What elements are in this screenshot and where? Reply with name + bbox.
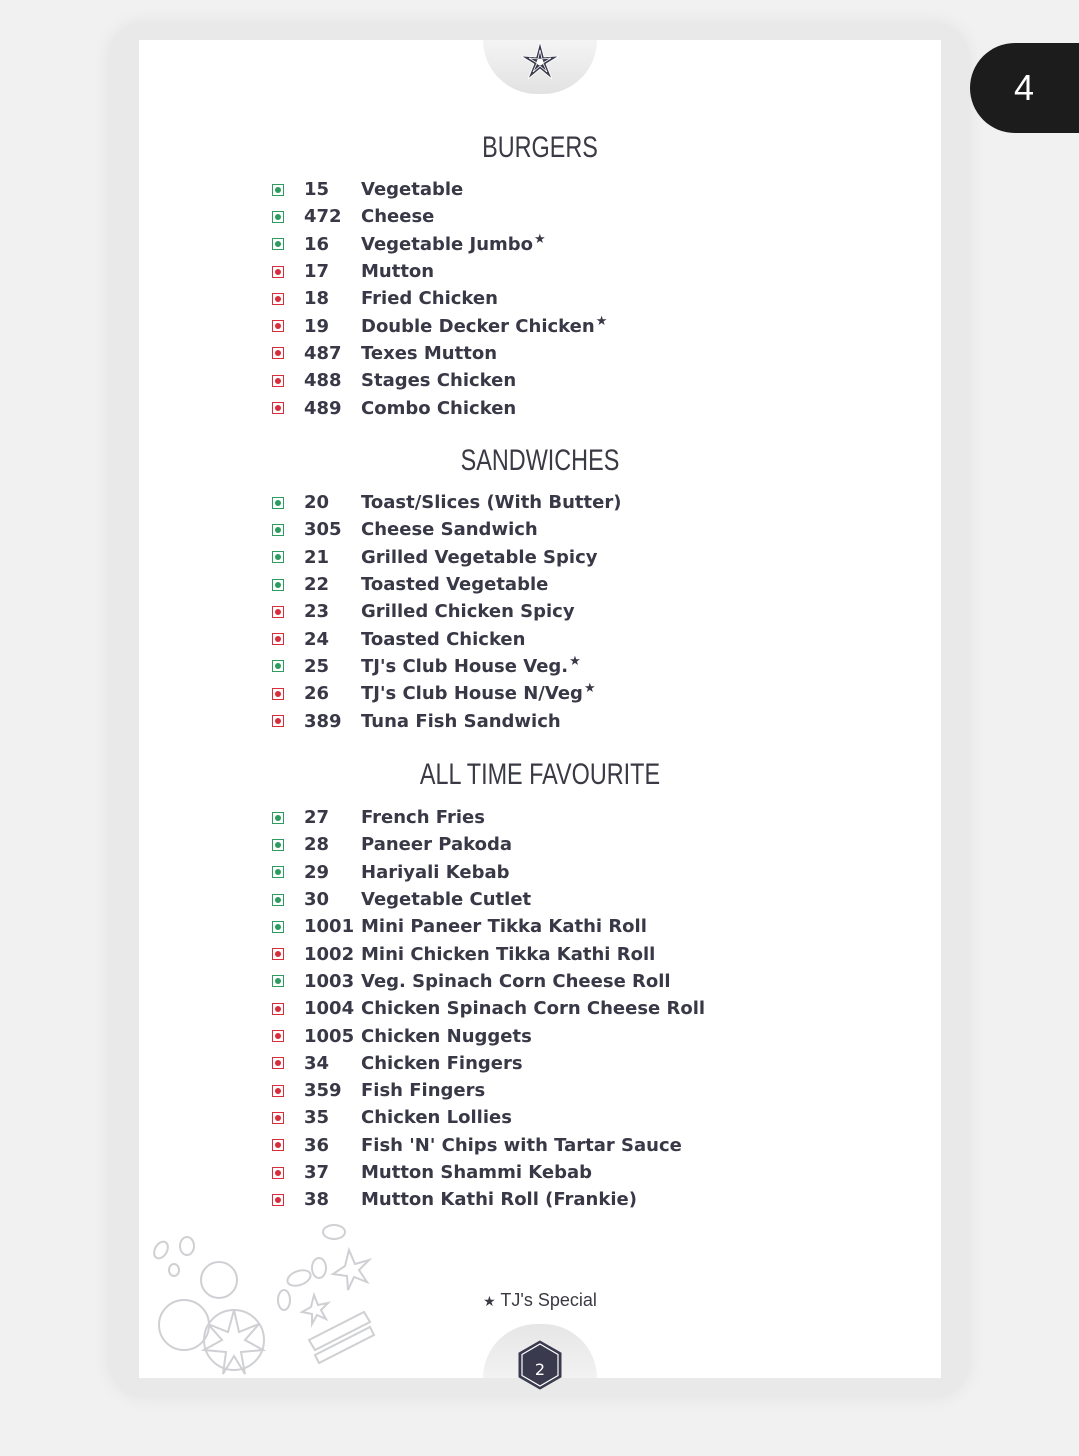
indicator-dot xyxy=(275,500,281,506)
indicator-dot xyxy=(275,978,281,984)
menu-item xyxy=(270,203,607,230)
item-code: 37 xyxy=(304,1162,330,1183)
item-name xyxy=(361,288,498,309)
item-name-text: Mutton xyxy=(361,261,435,283)
nonveg-indicator-icon xyxy=(272,375,284,387)
indicator-dot xyxy=(275,609,281,615)
item-code: 487 xyxy=(304,342,342,364)
item-name xyxy=(361,971,671,992)
item-code: 28 xyxy=(304,834,330,856)
item-name-text: Grilled Vegetable Spicy xyxy=(361,546,598,568)
item-name xyxy=(361,179,463,200)
nonveg-indicator-icon xyxy=(272,1030,284,1042)
item-name xyxy=(361,711,561,732)
nonveg-indicator-icon xyxy=(272,320,284,332)
indicator-dot xyxy=(275,815,281,821)
item-name-text: Fish 'N' Chips with Tartar Sauce xyxy=(361,1134,682,1156)
item-code: 18 xyxy=(304,288,330,310)
nonveg-indicator-icon xyxy=(272,347,284,359)
menu-item xyxy=(270,544,621,571)
item-name-text: Mini Chicken Tikka Kathi Roll xyxy=(361,943,656,965)
item-name-text: Chicken Fingers xyxy=(361,1052,523,1074)
item-name xyxy=(361,261,434,282)
item-name xyxy=(361,998,705,1019)
item-code: 19 xyxy=(304,315,330,337)
item-code: 359 xyxy=(304,1080,342,1102)
nonveg-indicator-icon xyxy=(272,266,284,278)
star-icon: ★ xyxy=(483,1293,496,1309)
item-name-text: Chicken Nuggets xyxy=(361,1025,532,1047)
veg-indicator-icon xyxy=(272,975,284,987)
item-name-text: Hariyali Kebab xyxy=(361,861,510,883)
item-code: 15 xyxy=(304,179,330,201)
menu-item xyxy=(270,1159,705,1186)
menu-item xyxy=(270,831,705,858)
item-name xyxy=(361,683,596,704)
menu-item xyxy=(270,707,621,734)
item-name-text: Veg. Spinach Corn Cheese Roll xyxy=(361,970,671,992)
item-name-text: Toasted Chicken xyxy=(361,628,526,650)
item-code: 21 xyxy=(304,546,330,568)
item-code: 38 xyxy=(304,1189,330,1211)
veg-indicator-icon xyxy=(272,524,284,536)
menu-item xyxy=(270,367,607,394)
menu-item xyxy=(270,489,621,516)
indicator-dot xyxy=(275,718,281,724)
menu-item xyxy=(270,653,621,680)
item-name-text: Vegetable Jumbo xyxy=(361,233,534,255)
item-name-text: Double Decker Chicken xyxy=(361,315,595,337)
item-code: 489 xyxy=(304,397,342,419)
nonveg-indicator-icon xyxy=(272,1194,284,1206)
indicator-dot xyxy=(275,378,281,384)
nonveg-indicator-icon xyxy=(272,1167,284,1179)
item-code: 1001 xyxy=(304,916,355,938)
item-name-text: Toasted Vegetable xyxy=(361,574,549,596)
indicator-dot xyxy=(275,350,281,356)
menu-item xyxy=(270,285,607,312)
item-name xyxy=(361,343,497,364)
nonveg-indicator-icon xyxy=(272,1003,284,1015)
indicator-dot xyxy=(275,1006,281,1012)
nonveg-indicator-icon xyxy=(272,293,284,305)
item-name xyxy=(361,370,516,391)
item-code: 389 xyxy=(304,710,342,732)
item-code: 35 xyxy=(304,1107,330,1129)
nonveg-indicator-icon xyxy=(272,688,284,700)
menu-item xyxy=(270,312,607,339)
veg-indicator-icon xyxy=(272,660,284,672)
nonveg-indicator-icon xyxy=(272,1112,284,1124)
item-name xyxy=(361,574,548,595)
indicator-dot xyxy=(275,1115,281,1121)
menu-item xyxy=(270,1186,705,1213)
item-name-text: Fried Chicken xyxy=(361,288,498,310)
item-name xyxy=(361,916,647,937)
item-name xyxy=(361,653,581,677)
menu-item xyxy=(270,258,607,285)
item-name-text: Vegetable xyxy=(361,179,464,201)
section-title-sandwiches: SANDWICHES xyxy=(460,444,620,477)
item-name-text: Paneer Pakoda xyxy=(361,834,512,856)
item-code: 1004 xyxy=(304,998,355,1020)
item-name xyxy=(361,547,597,568)
special-star-icon: ★ xyxy=(534,231,546,247)
item-code: 1003 xyxy=(304,970,355,992)
indicator-dot xyxy=(275,869,281,875)
menu-list-burgers xyxy=(270,176,607,422)
veg-indicator-icon xyxy=(272,497,284,509)
indicator-dot xyxy=(275,527,281,533)
menu-item xyxy=(270,1077,705,1104)
item-code: 17 xyxy=(304,261,330,283)
item-name xyxy=(361,1026,532,1047)
indicator-dot xyxy=(275,1060,281,1066)
veg-indicator-icon xyxy=(272,839,284,851)
indicator-dot xyxy=(275,897,281,903)
item-code: 29 xyxy=(304,861,330,883)
item-name xyxy=(361,889,531,910)
item-code: 22 xyxy=(304,574,330,596)
menu-item xyxy=(270,680,621,707)
item-name xyxy=(361,807,485,828)
menu-item xyxy=(270,598,621,625)
item-code: 20 xyxy=(304,492,330,514)
item-name-text: Tuna Fish Sandwich xyxy=(361,710,561,732)
item-name-text: Cheese Sandwich xyxy=(361,519,538,541)
item-name-text: French Fries xyxy=(361,807,485,829)
veg-indicator-icon xyxy=(272,894,284,906)
item-name xyxy=(361,492,621,513)
indicator-dot xyxy=(275,691,281,697)
item-name-text: Cheese xyxy=(361,206,435,228)
menu-item xyxy=(270,804,705,831)
item-name xyxy=(361,1135,682,1156)
item-code: 472 xyxy=(304,206,342,228)
menu-item xyxy=(270,394,607,421)
menu-item xyxy=(270,995,705,1022)
item-name xyxy=(361,313,608,337)
veg-indicator-icon xyxy=(272,579,284,591)
menu-item xyxy=(270,1132,705,1159)
section-title-all-time-favourite: ALL TIME FAVOURITE xyxy=(419,758,661,791)
menu-list-sandwiches xyxy=(270,489,621,735)
menu-list-all-time-favourite xyxy=(270,804,705,1213)
indicator-dot xyxy=(275,1033,281,1039)
item-name-text: Mutton Shammi Kebab xyxy=(361,1162,593,1183)
indicator-dot xyxy=(275,842,281,848)
item-name xyxy=(361,629,525,650)
chapter-tab[interactable] xyxy=(970,43,1079,133)
indicator-dot xyxy=(275,187,281,193)
indicator-dot xyxy=(275,582,281,588)
menu-item xyxy=(270,886,705,913)
item-name-text: Vegetable Cutlet xyxy=(361,889,532,911)
indicator-dot xyxy=(275,1142,281,1148)
indicator-dot xyxy=(275,1170,281,1176)
item-code: 23 xyxy=(304,601,330,623)
indicator-dot xyxy=(275,214,281,220)
indicator-dot xyxy=(275,924,281,930)
veg-indicator-icon xyxy=(272,211,284,223)
item-name xyxy=(361,231,546,255)
indicator-dot xyxy=(275,1197,281,1203)
nonveg-indicator-icon xyxy=(272,606,284,618)
veg-indicator-icon xyxy=(272,921,284,933)
nonveg-indicator-icon xyxy=(272,1085,284,1097)
special-star-icon: ★ xyxy=(595,313,608,329)
veg-indicator-icon xyxy=(272,866,284,878)
item-code: 305 xyxy=(304,519,342,541)
veg-indicator-icon xyxy=(272,238,284,250)
nonveg-indicator-icon xyxy=(272,633,284,645)
star-anise-icon xyxy=(518,40,562,84)
item-name xyxy=(361,862,510,883)
special-star-icon: ★ xyxy=(583,681,596,697)
item-code: 34 xyxy=(304,1052,330,1074)
menu-item xyxy=(270,1022,705,1049)
item-name-text: Chicken Lollies xyxy=(361,1107,512,1129)
indicator-dot xyxy=(275,1088,281,1094)
veg-indicator-icon xyxy=(272,551,284,563)
item-name-text: Stages Chicken xyxy=(361,370,517,392)
item-name xyxy=(361,1053,523,1074)
veg-indicator-icon xyxy=(272,184,284,196)
nonveg-indicator-icon xyxy=(272,948,284,960)
indicator-dot xyxy=(275,663,281,669)
item-code: 1002 xyxy=(304,943,355,965)
menu-item xyxy=(270,340,607,367)
item-name xyxy=(361,1107,512,1128)
nonveg-indicator-icon xyxy=(272,1139,284,1151)
menu-item xyxy=(270,231,607,258)
item-code: 26 xyxy=(304,683,330,705)
item-name-text: TJ's Club House N/Veg xyxy=(361,683,583,705)
item-name-text: Texes Mutton xyxy=(361,342,498,364)
item-name-text: Mutton Kathi Roll (Frankie) xyxy=(361,1189,637,1211)
item-name-text: Toast/Slices (With Butter) xyxy=(361,492,622,514)
item-name xyxy=(361,398,516,419)
item-code: 36 xyxy=(304,1134,330,1156)
item-name-text: Fish Fingers xyxy=(361,1080,486,1102)
item-name xyxy=(361,519,538,540)
menu-item xyxy=(270,913,705,940)
item-name-text: Combo Chicken xyxy=(361,397,517,419)
indicator-dot xyxy=(275,636,281,642)
indicator-dot xyxy=(275,241,281,247)
menu-item xyxy=(270,176,607,203)
indicator-dot xyxy=(275,951,281,957)
item-code: 1005 xyxy=(304,1025,355,1047)
indicator-dot xyxy=(275,554,281,560)
item-name-text: Chicken Spinach Corn Cheese Roll xyxy=(361,998,706,1020)
item-name xyxy=(361,206,434,227)
footnote-text: TJ's Special xyxy=(500,1290,597,1310)
veg-indicator-icon xyxy=(272,812,284,824)
menu-item xyxy=(270,940,705,967)
item-name-text: Mini Paneer Tikka Kathi Roll xyxy=(361,916,647,938)
chapter-number: 4 xyxy=(1014,67,1035,108)
item-code: 16 xyxy=(304,233,330,255)
item-code: 27 xyxy=(304,807,330,829)
item-name xyxy=(361,834,512,855)
menu-item xyxy=(270,571,621,598)
indicator-dot xyxy=(275,323,281,329)
item-name xyxy=(361,601,575,622)
special-star-icon: ★ xyxy=(569,653,581,669)
menu-item xyxy=(270,1104,705,1131)
menu-item xyxy=(270,625,621,652)
indicator-dot xyxy=(275,296,281,302)
indicator-dot xyxy=(275,269,281,275)
menu-item xyxy=(270,968,705,995)
menu-item xyxy=(270,1050,705,1077)
item-code: 30 xyxy=(304,889,330,911)
item-code: 25 xyxy=(304,655,330,677)
menu-item xyxy=(270,516,621,543)
nonveg-indicator-icon xyxy=(272,1057,284,1069)
item-name xyxy=(361,1162,592,1183)
item-name xyxy=(361,1189,637,1210)
section-title-burgers: BURGERS xyxy=(482,131,598,164)
menu-item xyxy=(270,859,705,886)
item-name xyxy=(361,1080,485,1101)
nonveg-indicator-icon xyxy=(272,402,284,414)
nonveg-indicator-icon xyxy=(272,715,284,727)
item-name xyxy=(361,944,655,965)
indicator-dot xyxy=(275,405,281,411)
tjs-special-footnote xyxy=(139,1290,941,1311)
item-code: 488 xyxy=(304,370,342,392)
page-number: 2 xyxy=(534,1360,546,1379)
item-code: 24 xyxy=(304,628,330,650)
item-name-text: Grilled Chicken Spicy xyxy=(361,601,575,623)
item-name-text: TJ's Club House Veg. xyxy=(361,655,569,677)
